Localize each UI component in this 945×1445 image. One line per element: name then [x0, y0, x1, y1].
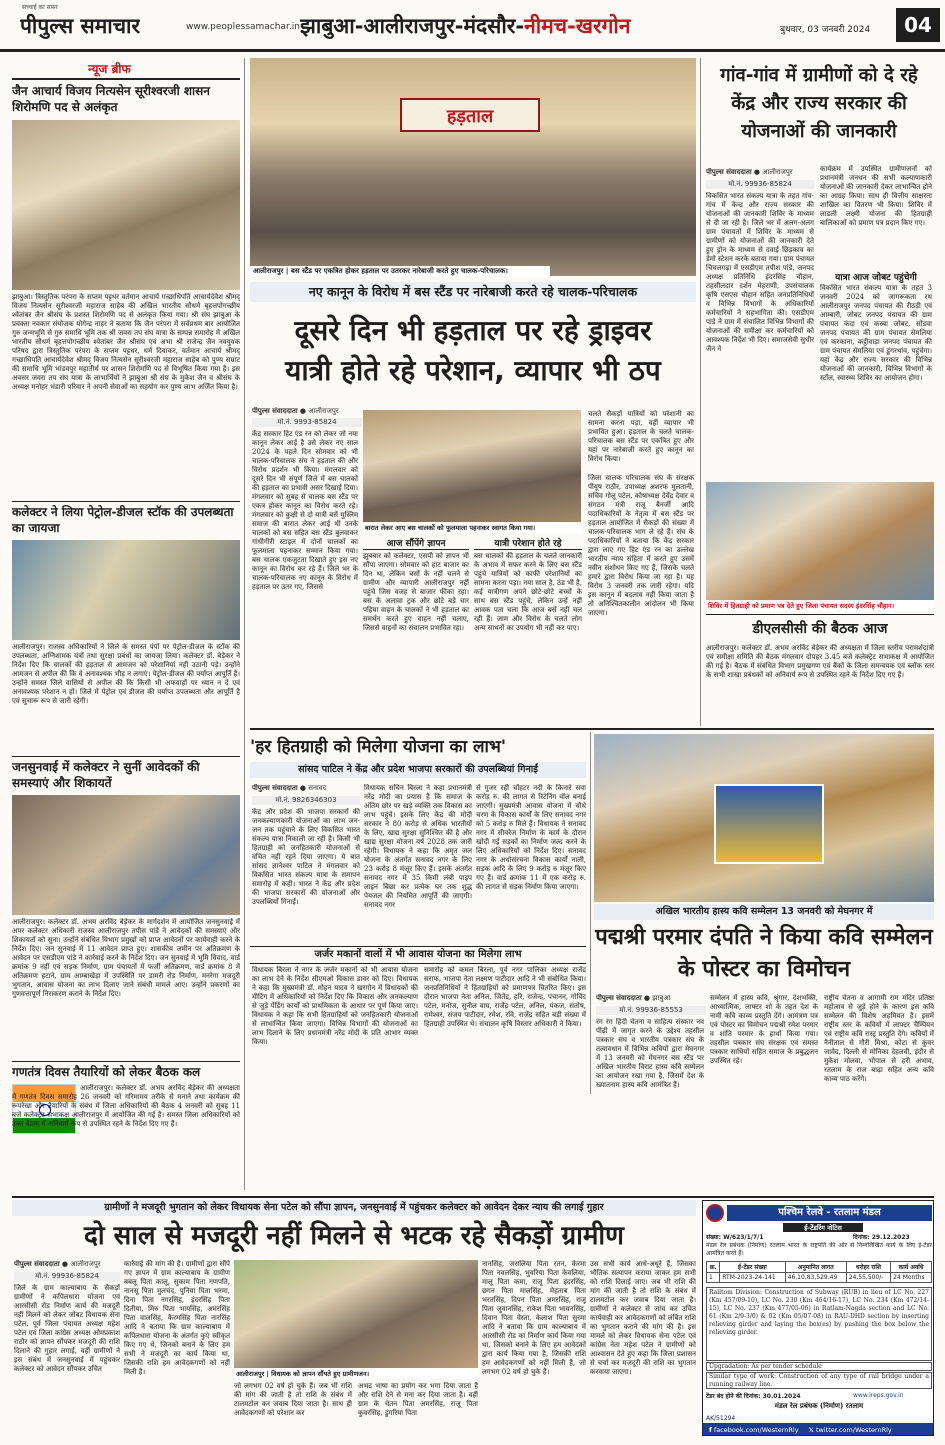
sankalp-col-1: विकसित भारत संकल्प यात्रा के तहत गांव-गांव में केन्द्र और राज्य सरकार की योजनाओं की जानकारी शिविर के माध्यम से दी जा रही है। जिले भर में अलग-अलग ग्राम पंचायतों में शिविर के माध्यम से ग्रामीणों को योजनाओं की जानकारी देते हुए ड्रोन के माध्यम से दवाई छिड़काव का डेमो स्टेशन करके बताया गया। ग्राम पंचायत चिचलगढ़ा में एसडीएम तपीश पांडे, जनपद अध्यक्ष प्रतिनिधि इंदरसिंह चौहान, तहसीलदार दर्शन मेहराणी, उपसंचालक कृषि एसएस चौहान सहित जनप्रतिनिधियों व विभिन्न विभागों के अधिकारियों कर्मचारियों ने सहभागिता की। एसडीएम पांडे ने ग्राम में संचालित विभिन्न विभागों की योजनाओं की समीक्षा कर कर्मचारियों को आवश्यक निर्देश भी दिए। समाजसेवी सुधीर जैन ने — [706, 192, 814, 353]
divider — [12, 1061, 240, 1062]
sankalp-headline: गांव-गांव में ग्रामीणों को दे रहे केंद्र और राज्य सरकार की योजनाओं की जानकारी — [720, 65, 918, 142]
brief-headline: कलेक्टर ने लिया पेट्रोल-डीजल स्टॉक की उपलब्धता का जायजा — [12, 505, 234, 535]
brief-headline: जनसुनवाई में कलेक्टर ने सुनीं आवेदकों की समस्याएं और शिकायतें — [12, 760, 200, 790]
fuel-stock-photo — [12, 540, 240, 640]
wages-col-2: कार्रवाई की मांग की है। ग्रामीणों द्वारा सौंपे गए ज्ञापन में ग्राम काल्याबाय के ग्रामीण बबलू पिता कालू, सुकाम पिता गणपति, नानसू पिता मुलचंद, पुनिया पिता भरमा, दिना पिता नगरसिंह, इंदरसिंह पिता दितीया, मिरु पिता भायसिंह, अमरसिंह पिता वालसिंह, कैरमसिंह पिता नारसिंह आदि ने बताया कि ग्राम काल्याबाय में कपिलधारा योजना के अंतर्गत कुएं स्वीकृत किए गए थे, जिनको बनाने के लिए हम सभी ने मजदूरी का कार्य किया था, जिसकी राशि हम आवेदकगणों को नहीं मिली है। — [124, 1260, 230, 1376]
byline-reporter: पीपुल्स संवाददाता — [252, 784, 298, 792]
byline-place: झाबुआ — [652, 994, 671, 1002]
divider — [12, 78, 240, 80]
dlcc-body: आलीराजपुर। कलेक्टर डॉ. अभय अरविंद बेड़ेकर की अध्यक्षता में जिला स्तरीय परामर्शदात्री एवं समीक्षा समिति की बैठक मंगलवार दोपहर 3.45 बजे कलेक्ट्रेट सभाकक्ष में आयोजित की गई है। बैठक में संबंधित विभाग प्रमुखगण एवं बैंकों के जिला समन्वयक एवं ब्लॉक स्तर के सभी शाखा प्रबंधकों को अनिवार्य रूप से उपस्थित रहने के निर्देश दिए गए हैं। — [706, 644, 934, 679]
brief-body: आलीराजपुर। कलेक्टर डॉ. अभय अरविंद बेड़ेकर की अध्यक्षता में गणतंत्र दिवस समारोह 26 जनवरी को गरिमामय तरीके से मनाने तथा कार्यक्रम की रूपरेखा और तैयारियों के संबंध में जिला अधिकारियों की बैठक 4 जनवरी को सुबह 11 बजे कलेक्ट्रेट सभाकक्ष आलीराजपुर में आयोजित की गई है। समस्त जिला अधिकारियों को उक्त बैठक में अनिवार्य रूप से उपस्थित रहने के निर्देश दिए गए हैं। — [12, 1084, 240, 1128]
inset-caption: बारात लेकर आए बस चालकों को फूलमाला पहनाकर स्वागत किया गया। — [363, 522, 581, 533]
photo-caption: आलीराजपुर | बस स्टैंड पर एकत्रित होकर हड़ताल पर उतरकर नारेबाजी करते हुए चालक-परिचालक। — [250, 266, 550, 277]
byline: पीपुल्स संवाददाता ● आलीराजपुर — [706, 168, 793, 176]
byline-reporter: पीपुल्स संवाददाता — [252, 407, 298, 415]
wages-col-3: जो लगभग 02 वर्ष हो चुके हैं। जब भी राशि की मांग की जाती है तो राशि के संबंध में टालमटोल कर जवाब दिया जाता है। साथ ही आवेदकगणों को परेशान कर — [234, 1382, 352, 1417]
strike-col-5: जिला चालक परिचालक संघ के संरक्षक पीयूष राठौर, उपाध्यक्ष अशरफ मुलतानी, सचिव गोलू पटेल, कोषाध्यक्ष देवेंद्र देवार व संगठन मंत्री राजू बैनर्जी आदि पदाधिकारियों के नेतृत्व में बस स्टैंड पर हड़ताल आयोजित में सैकड़ों की संख्या में चालक-परिचालक भाग ले रहे हैं। संघ के पदाधिकारियों ने बताया कि केंद्र सरकार द्वारा लाए गए हिट एंड रन का उल्लेख भारतीय न्याय संहिता में करते हुए उसमें नवीन संशोधन किए गए हैं, जिसके चलते हमारे द्वारा विरोध किया जा रहा है। यह विरोध 3 जनवरी तक जारी रहेगा। यदि इस कानून में बदलाव नहीं किया जाता है तो अनिश्चितकालीन आंदोलन भी किया जाएगा। — [588, 474, 694, 617]
table-header-row — [707, 1262, 932, 1273]
bus-strike-photo — [250, 58, 696, 276]
tender-schedule: Upgradation: As per tender schedule — [706, 1362, 932, 1371]
byline-reporter: पीपुल्स संवाददाता — [14, 1260, 60, 1268]
table-header: अनुमानित लागत — [785, 1262, 846, 1273]
photo-caption: आलीराजपुर | विधायक को ज्ञापन सौंपते हुए ग्रामीणजन। — [234, 1368, 478, 1379]
wages-col-6: उस सभी कार्य आधे-अधूरे हैं, जिसका भौतिक सत्यापन कराया जाकर हम सभी को राशि दिलाई जाए। जब भी राशि की मांग की जाती है तो राशि के संबंध में टालमटोल कर जवाब दिया जाता है। ग्रामीणों ने कलेक्टर से जांच कर उचित कार्यवाही कर आवेदकगणों को लंबित राशि का भुगतान कराने की मांग की है। इस मामले को लेकर विधायक सेना पटेल एवं कांग्रेस नेता महेश पटेल ने ग्रामीणों को आश्वासन देते हुए कहा कि जिला प्रशासन से चर्चा कर मजदूरी की राशि का भुगतान करवाया जाएगा। — [590, 1260, 696, 1376]
table-header: ई-टेंडर संख्या — [720, 1262, 785, 1273]
divider — [12, 1196, 934, 1198]
strike-col-3: झुबबार को कलेक्टर, एसपी को ज्ञापन भी सौंपा जाएगा। सोमवार को हाट बाजार का दिन था, लेकिन बसों के नहीं चलने से ग्रामीण और व्यापारी आलीराजपुर नहीं पहुंचे जिस वजह से बाजार फीका रहा। बस के अलावा ट्रक और छोटे बड़े चार पहिया वाहन के चालकों ने भी हड़ताल का समर्थन करते हुए वाहन नहीं चलाए, जिससे वाहनों का संचालन प्रभावित रहा। — [363, 552, 469, 632]
byline-mobile: मो.नं. 99936-85553 — [596, 1006, 706, 1015]
photo-caption: शिविर में हितग्राही को प्रमाण पत्र देते हुए जिला पंचायत सदस्य इंदरसिंह चौहान। — [706, 600, 934, 611]
table-cell: 24 Months — [891, 1273, 932, 1283]
wages-col-1: जिले के ग्राम काल्याबाय के सैकड़ों ग्रामीणों ने कपिलधारा योजना एवं आरसीसी रोड निर्माण कार्य की मजदूरी नहीं मिलने को लेकर जोबट विधायक सेना पटेल, पूर्व जिला पंचायत अध्यक्ष महेश पटेल एवं जिला कांग्रेस अध्यक्ष ओमप्रकाश राठौर को ज्ञापन सौंपकर मजदूरी की राशि दिलाने की गुहार लगाई, वहीं ग्रामीणों ने इस संबंध में जनसुनवाई में पहुंचकर कलेक्टर को आवेदन सौंपकर उचित — [14, 1284, 120, 1373]
kavi-headline: पद्मश्री परमार दंपति ने किया कवि सम्मेलन के पोस्टर का विमोचन — [595, 925, 933, 982]
wages-kicker: ग्रामीणों ने मजदूरी भुगतान को लेकर विधायक सेना पटेल को सौंपा ज्ञापन, जनसुनवाई में पहुंचकर कलेक्टर को आवेदन देकर न्याय की लगाई गुहार — [12, 1200, 696, 1216]
tender-work: Railtom Division: Construction of Subway (RUB) in lieu of LC No. 227 (Km 457/09-10), LC No. 230 (Km 464/16-17), LC No. 234 (Km 472/14-15), LC No. 237 (Km 477/05-06) in Ratlam-Nagda section and LC No. 61 (Km 2/9-3/0) & 02 (Km 05/07-08) in RAU-DHD section by inserting relieving girder and laying the box(es) by pushing the box below the relieving girder. — [706, 1287, 932, 1361]
table-header: धरोहर राशि — [846, 1262, 890, 1273]
bus-drivers-garlanded-photo — [363, 410, 581, 528]
wages-memorandum-photo — [234, 1260, 478, 1372]
tender-no: संख्या: W/623/1/7/1 — [706, 1234, 764, 1241]
tender-code: AK/51294 — [706, 1415, 736, 1422]
kavi-col-2: सम्मेलन में हास्य कवि, श्रृंगार, देशभक्ति, आध्यात्मिक, लाफ्टर शो के तहत देश के नामी कवि काव्य प्रस्तुति देंगे। आमंत्रण पत्र एवं पोस्टर का विमोचन पद्मश्री रमेश परमार व शांति परमार के हाथों किया गया। तहसील पत्रकार संघ संरक्षक एवं समस्त पत्रकार साथियों सहित समाज के प्रबुद्धजन उपस्थित रहे। — [710, 994, 818, 1065]
awas-col-1: विधायक बिरला ने नगर के जर्जर मकानों को भी आवास योजना का लाभ देने के निर्देश सीएमओ विकास डावर को दिए। विधायक ने कहा कि मुख्यमंत्री डॉ. मोहन यादव ने खरगोन में विधायकों की मीटिंग में अधिकारियों को निर्देश दिए कि विकास और जनकल्याण से जुड़े पेंडिंग कार्यों को प्राथमिकता के आधार पर पूर्ण किया जाए। विधायक ने कहा कि सभी हितग्राहियों को जनहितकारी योजनाओं से लाभान्वित किया जाएगा। विभिन्न विभागों की योजनाओं का लाभ दिलाने के लिए प्रधानमंत्री नरेंद्र मोदी के प्रति आभार व्यक्त किया। — [252, 966, 418, 1046]
strike-banner: हड़ताल — [400, 98, 540, 132]
yojana-col-3: से गुजर रही चोंहटर नदी के किनारे सवा करोड़ रु. की लागत से रिटेनिंग वॉल बनाई जाएगी। मुख्यमंत्री आवास योजना में चौथे चरण के विकास कार्यों के लिए सनावद नगर को 5 करोड़ रु मिले हैं। विधायक ने सनावद नगर में सीवरेज निर्माण के कार्य के दौरान खोदी गई सड़कों का निर्माण जल्द करने के लिए अधिकारियों को निर्देश दिए। सनावद नगर के अधोसंरचना विकास कार्यों नाली, सड़क आदि के लिए 9 करोड़ रु मंजूर किए गए हैं। वार्ड क्रमांक 11 में एक करोड़ रु. की लागत से सड़क निर्माण किया जाएगा। — [476, 784, 586, 891]
wages-col-5: नानसिंह, जसलिया पिता रतन, केरमा पिता नवलसिंह, भुवरिया पिता केवलिया, मालू पिता कमा, राजू पिता इंदरसिंह, छगन पिता मालसिंह, मेहताब पिता भरतसिंह, दिपन पिता अमरसिंह, राजू पिता जुवानसिंह, राकेश पिता भावनसिंह, दिवान पिता वेस्ता, केलाश पिता सुरमा आदि ने बताया कि ग्राम काल्याबाय में आरसीसी रोड का निर्माण कार्य किया गया था, जिसको बनाने के लिए हम आवेदकों द्वारा कार्य किया गया है, जिसकी राशि हम आवेदकगणों को नहीं मिली है, जो लगभग 02 वर्ष हो चुके हैं। — [482, 1260, 586, 1376]
byline-reporter: पीपुल्स संवाददाता — [706, 168, 752, 176]
brief-headline: जैन आचार्य विजय नित्यसेन सूरीश्वरजी शासन शिरोमणि पद से अलंकृत — [12, 84, 210, 114]
strike-kicker: नए कानून के विरोध में बस स्टैंड पर नारेबाजी करते रहे चालक-परिचालक — [250, 282, 696, 302]
byline: पीपुल्स संवाददाता ● झाबुआ — [596, 994, 671, 1002]
table-header: क्र. — [707, 1262, 720, 1273]
column-divider — [244, 58, 245, 1190]
tender-org: पश्चिम रेलवे - रतलाम मंडल — [727, 1205, 932, 1221]
yojana-kicker: सांसद पाटिल ने केंद्र और प्रदेश भाजपा सरकारों की उपलब्धियां गिनाईं — [250, 762, 586, 778]
section-title-red: नीमच-खरगोन — [524, 14, 631, 38]
poster-release-photo — [594, 734, 934, 902]
divider — [12, 756, 240, 757]
brief-body: झाबुआ। त्रिस्तुतिक परंपरा के सप्तम पट्टधर वर्तमान आचार्य गच्छाधिपति आचार्यदेवेश श्रीमद् विजय नित्यसेन सूरीश्वरजी महाराज साहेब की अखिल भारतीय सौधर्म बृहत्तपोगच्छीय श्वेतांबर जैन श्रीसंघ के प्रशस्त शिरोमणि पद से अलंकृत किया गया। श्री संघ झाबुआ के प्रवक्ता नवकार संयोजक योगेन्द्र नाहर ने बताया कि जैन परंपरा में सर्वप्रथम बार आयोजित गुरु जन्मभूमि से गुरु समाधि भूमि तक श्री जवरा तप संघ यात्रा के सम्पन्न समारोह में अखिल भारतीय सौधर्म बृहत्तपोगच्छीय श्वेतांबर जैन श्रीसंघ एवं अभा श्री राजेन्द्र जैन नवयुवक परिषद द्वारा त्रिस्तुतिक परंपरा के सप्तम पट्टधर, धर्म दिवाकर, वर्तमान आचार्य श्रीमद् गच्छाधिपति आचार्यदेवेश श्रीमद् विजय नित्यसेन सूरीश्वरजी महाराज साहेब को पुण्य सम्राट की समाधि भूमि भांडवपुर महातीर्थ पर शासन शिरोमणि पद से विभूषित किया गया है। इस अवसर जवरा तप संघ यात्रा के लाभार्थियों ने झाबुआ श्री संघ के मुकेश जैन व श्रीसंघ के अध्यक्ष मनोहर भंडारी परिवार ने अपनी सेवाओं का सहयोग कर पुण्य लाभ अर्जित किया है। — [12, 293, 240, 391]
subhead: यात्री परेशान होते रहे — [474, 536, 582, 550]
poster-graphic — [714, 784, 824, 864]
news-brief-label: न्यूज ब्रीफ — [88, 62, 131, 76]
yojana-headline: 'हर हितग्राही को मिलेगा योजना का लाभ' — [250, 737, 507, 757]
wages-headline: दो साल से मजदूरी नहीं मिलने से भटक रहे सैकड़ों ग्रामीण — [84, 1221, 624, 1251]
byline-place: आलीराजपुर — [70, 1260, 101, 1268]
twitter-link[interactable]: twitter.com/WesternRly — [815, 1426, 892, 1434]
byline: पीपुल्स संवाददाता ● आलीराजपुर — [252, 407, 339, 415]
wages-col-4: अभद्र भाषा का प्रयोग कर भगा दिया जाता है और राशि देने से मना कर दिया जाता है। वहीं ग्राम के चेतन पिता अमरसिंह, राजू पिता कुवरसिंह, डुंगरिया पिता — [358, 1382, 478, 1417]
dlcc-headline: डीएलसीसी की बैठक आज — [752, 621, 888, 637]
kavi-col-1: रंग रंग हिंदी चेतना व साहित्य संस्कार नव पीढ़ी में जागृत करने के उद्देश्य तहसील पत्रकार संघ व भारतीय पत्रकार संघ के तत्वावधान में विभिन्न कवियों द्वारा मेघनगर में 13 जनवरी को मेघनगर बस स्टैंड पर अखिल भारतीय विराट हास्य कवि सम्मेलन का आयोजन रखा गया है, जिसमें देश के ख्यातनाम हास्य कवि आमंत्रित हैं। — [596, 1018, 704, 1089]
table-header: कार्य अवधि — [891, 1262, 932, 1273]
date: बुधवार, 03 जनवरी 2024 — [780, 25, 871, 35]
sankalp-col-2: कार्यक्रम में उपस्थित ग्रामीणजनों को प्रधानमंत्री जनधन की सभी कल्याणकारी योजनाओं की जानकारी देकर लाभान्वित होने का आग्रह किया। साथ ही वित्तीय साक्षरता शाखिल का वितरण भी किया। शिविर में लाडली लक्ष्मी योजना की हितग्राही बालिकाओं को प्रमाण पत्र प्रदान किए गए। — [820, 165, 932, 227]
strike-headline-2: यात्री होते रहे परेशान, व्यापार भी ठप — [285, 354, 661, 387]
yojana-col-1: केंद्र और प्रदेश की भाजपा सरकारों की जनकल्याणकारी योजनाओं का लाभ जन-जन तक पहुंचाने के लिए विकसित भारत संकल्प यात्रा निकाली जा रही है। किसी भी हितग्राही को जनहितकारी योजनाओं से वंचित नहीं रहने दिया जाएगा। ये बात सांसद ज्ञानेश्वर पाटिल ने मंगलवार को विकसित भारत संकल्प यात्रा के समापन समारोह में कही। भारत ने केंद्र और प्रदेश की भाजपा सरकारों की योजनाओं और उपलब्धियों गिनाईं। — [252, 808, 360, 906]
brief-body: आलीराजपुर। राजस्व अधिकारियों ने जिले के समस्त पंपों पर पेट्रोल-डीजल के स्टॉक की उपलब्धता, अग्निशामक यंत्रों तथा सुरक्षा प्रबंधों का जायजा लिया। कलेक्टर डॉ. बेड़ेकर ने निर्देश दिए कि चालकों की हड़ताल से आमजन को परेशानियां नहीं उठानी पड़े। उन्होंने आमजन से अपील की कि वे अनावश्यक भीड़ न लगाएं। पेट्रोल-डीजल की पर्याप्त आपूर्ति है। उन्होंने समस्त जिले वासियों से अपील की कि किसी भी अफवाहों पर ध्यान न दें एवं अनावश्यक परेशान न हों। जिले में पेट्रोल एवं डीजल की पर्याप्त उपलब्धता और आपूर्ति है एवं सुचारू रूप से जारी रहेगी। — [12, 643, 240, 705]
tender-intro: मंडल रेल प्रबंधक (निर्माण) रतलाम भारत के राष्ट्रपति की ओर से निम्नलिखित कार्य के लिए ई-टेंडर आमंत्रित करते हैं। — [706, 1242, 932, 1257]
twitter-icon[interactable]: 𝕏 — [808, 1426, 814, 1434]
byline-mobile: मो.नं. 9826346303 — [252, 796, 360, 805]
railway-tender-ad — [702, 1200, 934, 1436]
table-row — [707, 1273, 932, 1283]
sankalp-col-2b: विकसित भारत संकल्प यात्रा के तहत 3 जनवरी 2024 को जागरूकता रथ आलीराजपुर जनपद पंचायत की रीठड़ी एवं आम्बारी, जोबट जनपद पंचायत की ग्राम पंचायत कंदा एवं कस्बा जोबट, सोंडवा जनपद पंचायत की ग्राम पंचायत सेमलिया एवं करकाना, कट्ठीवाड़ा जनपद पंचायत की ग्राम पंचायत सेमलिया एवं डूंगरथांव, पहुंचेगा। यहां केंद्र और राज्य सरकार की विभिन्न योजनाओं की जानकारी, विभिन्न विभागों के स्टॉल, स्वास्थ्य शिविर का आयोजन होगा। — [820, 284, 932, 382]
facebook-icon[interactable]: f — [709, 1426, 712, 1434]
table-cell: 24,55,500/- — [846, 1273, 890, 1283]
masthead — [0, 0, 945, 52]
strike-col-4: बस चालकों की हड़ताल के चलते जानकारी के अभाव में सफर करने के लिए बस स्टैंड पहुंचे यात्रियों को काफी परेशानियों का सामना करना पड़ा। नया साल है, ठंड भी है, कई यात्रीगण अपने छोटे-छोटे बच्चों के साथ बस स्टैंड पहुंचे, लेकिन उन्हें नहीं आवक पता चला कि आज बसें नहीं चल रही हैं। जाम और विरोध के चलते लोग अन्य साधनों का उपयोग भी नहीं कर पाए। — [474, 552, 582, 632]
divider — [12, 501, 240, 502]
divider — [250, 728, 934, 730]
byline-mobile: मो.नं. 9993-85824 — [252, 418, 362, 427]
jain-acharya-photo — [12, 120, 240, 290]
news-brief-column — [12, 58, 240, 1190]
page-number: 04 — [896, 8, 940, 42]
strike-col-1: केंद्र सरकार हिट एंड रन को लेकर जो नया कानून लेकर आई है उसे लेकर नए साल 2024 के पहले दिन सोमवार को भी चालक-परिचालक संघ ने हड़ताल की और विरोध प्रदर्शन भी किया। मंगलवार को दूसरे दिन भी संपूर्ण जिले में बस चालकों की हड़ताल का प्रभावी असर दिखाई दिया। मंगलवार को सुबह से चालक बस स्टैंड पर एकत्र होकर कानून का विरोध करते रहे। मंगलवार को कुक्षी से दो यात्री बसें मुस्लिम समाज की बारात लेकर आई थी उनके चालकों को बस सहित बस स्टैंड बुलवाकर गांधीगीरी स्टाइल में दोनों चालकों का फूलमाला पहनाकर सम्मान किया गया। बस चालक एकजुटता दिखाते हुए इस नए कानून का विरोध कर रहे हैं। जिले भर के चालक-परिचालक नए कानून के विरोध में हड़ताल पर उतर गए, जिससे — [252, 430, 358, 591]
table-cell: 46,10,83,529.49 — [785, 1273, 846, 1283]
website[interactable]: www.peoplessamachar.in — [186, 22, 300, 32]
jansunvai-photo — [12, 795, 240, 915]
tender-similar: Similar type of work: Construction of any type of rail bridge under a running railway line. — [706, 1372, 932, 1389]
tender-closing: टेंडर बंद होने की दिनांक: 30.01.2024 — [706, 1393, 801, 1400]
logo: पीपुल्स समाचार — [20, 14, 141, 38]
brief-headline: गणतंत्र दिवस तैयारियों को लेकर बैठक कल — [12, 1065, 201, 1079]
tender-date: दिनांक: 29.12.2023 — [853, 1234, 910, 1241]
subhead: आज सौंपेंगे ज्ञापन — [363, 536, 469, 550]
column-divider — [700, 58, 701, 726]
table-cell: RTM-2023-24-141 — [720, 1273, 785, 1283]
byline-place: सनावद — [308, 784, 327, 792]
divider — [706, 614, 934, 615]
byline-reporter: पीपुल्स संवाददाता — [596, 994, 642, 1002]
table-cell: 1 — [707, 1273, 720, 1283]
section-title-main: झाबुआ-आलीराजपुर-मंदसौर- — [300, 14, 525, 38]
section-title — [300, 12, 631, 40]
tender-table — [706, 1261, 932, 1283]
tender-website[interactable]: www.ireps.gov.in — [853, 1392, 904, 1399]
tender-notice: ई-टेंडरिंग नोटिस — [783, 1223, 863, 1232]
brief-body: आलीराजपुर। कलेक्टर डॉ. अभय अरविंद बेड़ेकर के मार्गदर्शन में आयोजित जनसुनवाई में अपर कलेक्टर अधिकारी राजस्व आलीराजपुर तपीस पांडे ने आवेदकों की समस्याएं और शिकायतों को सुना। उन्होंने संबंधित विभाग प्रमुखों को प्राप्त आवेदनों पर कार्यवाही करने के निर्देश दिए। जन सुनवाई में 11 आवेदन प्राप्त हुए। शासकीय जमीन पर अतिक्रमण के आवेदन पर एसडीएम पांडे ने कार्रवाई करने के निर्देश दिए। जन सुनवाई में भूमि विवाद, वार्ड क्रमांक 9 नहीं एवं सड़क निर्माण, ग्राम पंचायतों में फर्जी अतिक्रमण, वार्ड क्रमांक 8 में अतिक्रमण हटाने, ग्राम आम्बाखेड़ा में उपस्थिति पर डामरी रोड निर्माण, मनरेगा मजदूरी भुगतान, आवास योजना का लाभ दिलाए जाने संबंधी मामले आए। उन्होंने प्रकरणों का गुणवत्तापूर्ण निराकरण कराने के निर्देश दिए। — [12, 918, 240, 998]
byline-mobile: मो.नं. 99936-85824 — [706, 180, 814, 189]
sankalp-camp-photo — [706, 482, 934, 600]
facebook-link[interactable]: facebook.com/WesternRly — [713, 1426, 799, 1434]
byline-mobile: मो.नं. 99936-85824 — [14, 1272, 120, 1281]
yojana-col-2: विधायक सचिन बिरला ने कहा प्रधानमंत्री नरेंद्र मोदी का प्रयास है कि समाज के अंतिम छोर पर खड़े व्यक्ति तक विकास का लाभ पहुंचे। इसके लिए केंद्र की मोदी सरकार ने 80 करोड़ से अधिक भारतीयों के लिए, खाद्य सुरक्षा सुनिश्चित की है और खाद्य सुरक्षा योजना वर्ष 2028 तक जारी रहेगी। विधायक ने कहा कि अमृत जल योजना के अंतर्गत सनावद नगर के लिए 23 करोड़ 8 मंजूर किए हैं। इसके अंतर्गत सनावद नगर में 35 किमी लंबी पाइप लाइन बिछा कर प्रत्येक घर तक शुद्ध पेयजल की नियमित आपूर्ति की जाएगी। सनावद नगर — [364, 784, 472, 909]
railway-logo-icon — [706, 1204, 724, 1222]
byline: पीपुल्स संवाददाता ● आलीराजपुर — [14, 1260, 101, 1268]
byline: पीपुल्स संवाददाता ● सनावद — [252, 784, 327, 792]
social-bar — [703, 1423, 934, 1436]
logo-tagline: सच्चाई का सफ़र — [22, 4, 58, 11]
strike-headline-1: दूसरे दिन भी हड़ताल पर रहे ड्राइवर — [294, 314, 652, 347]
kavi-kicker: अखिल भारतीय हास्य कवि सम्मेलन 13 जनवरी को मेघनगर में — [594, 904, 934, 920]
column-divider — [590, 732, 591, 1094]
awas-subhead: जर्जर मकानों वालों में भी आवास योजना का मिलेगा लाभ — [250, 946, 586, 964]
tender-footer: मंडल रेल प्रबंधक (निर्माण) रतलाम — [774, 1402, 864, 1410]
awas-col-2: समारोह को कमल बिरला, पूर्व नगर पालिका अध्यक्ष राजेंद्र सराफ, भाजपा नेता लक्ष्मण पाटीदार आदि ने भी संबोधित किया। जनप्रतिनिधियों ने हितग्राहियों को प्रमाणपत्र वितरित किए। इस दौरान भाजपा नेता अनिल, जितेंद्र, हरि, राजेन्द्र, पंचानन, गोविंद पटेल, मनोज, सुनील वाघ, राजेंद्र पटेल, अनिल, पंकज, संतोष, रामेश्वर, संजय पाटीदार, रमेश, रवि, राजेंद्र सहित बड़ी संख्या में हितग्राही उपस्थित थे। संचालन कृषि विस्तार अधिकारी ने किया। — [424, 966, 586, 1028]
byline-place: आलीराजपुर — [308, 407, 339, 415]
byline-place: आलीराजपुर — [762, 168, 793, 176]
strike-col-2: चलते सैकड़ों यात्रियों को परेशानी का सामना करना पड़ा, वहीं व्यापार भी प्रभावित हुआ। हड़ताल के चलते चालक-परिचालक बस स्टैंड पर एकत्रित हुए और यहां पर नारेबाजी करते हुए कानून का विरोध किया। — [588, 410, 694, 463]
subhead: यात्रा आज जोबट पहुंचेगी — [835, 273, 917, 283]
kavi-col-3: राष्ट्रीय चेतना व आगामी राम मंदिर प्रतिष्ठा महोत्सव से जुड़े होने के कारण इस कवि सम्मेलन की विशेष अहमियत है। इसमें राष्ट्रीय स्तर के कवियों में लाफ्टर चैम्पियन एवं राष्ट्रीय कवि रास्ट्र प्रस्तुति देंगे। कवियों में नैनीताल से गौरी मिश्रा, कोटा से कुंवर जावेद, दिल्ली से मोनिका देहलवी, इंदौर से मुकेश मोलवा, भोपाल से हरी अभाव, रतलाम के राज बाढ़ा सहित अन्य कवि काव्य पाठ करेंगे। — [824, 994, 934, 1083]
